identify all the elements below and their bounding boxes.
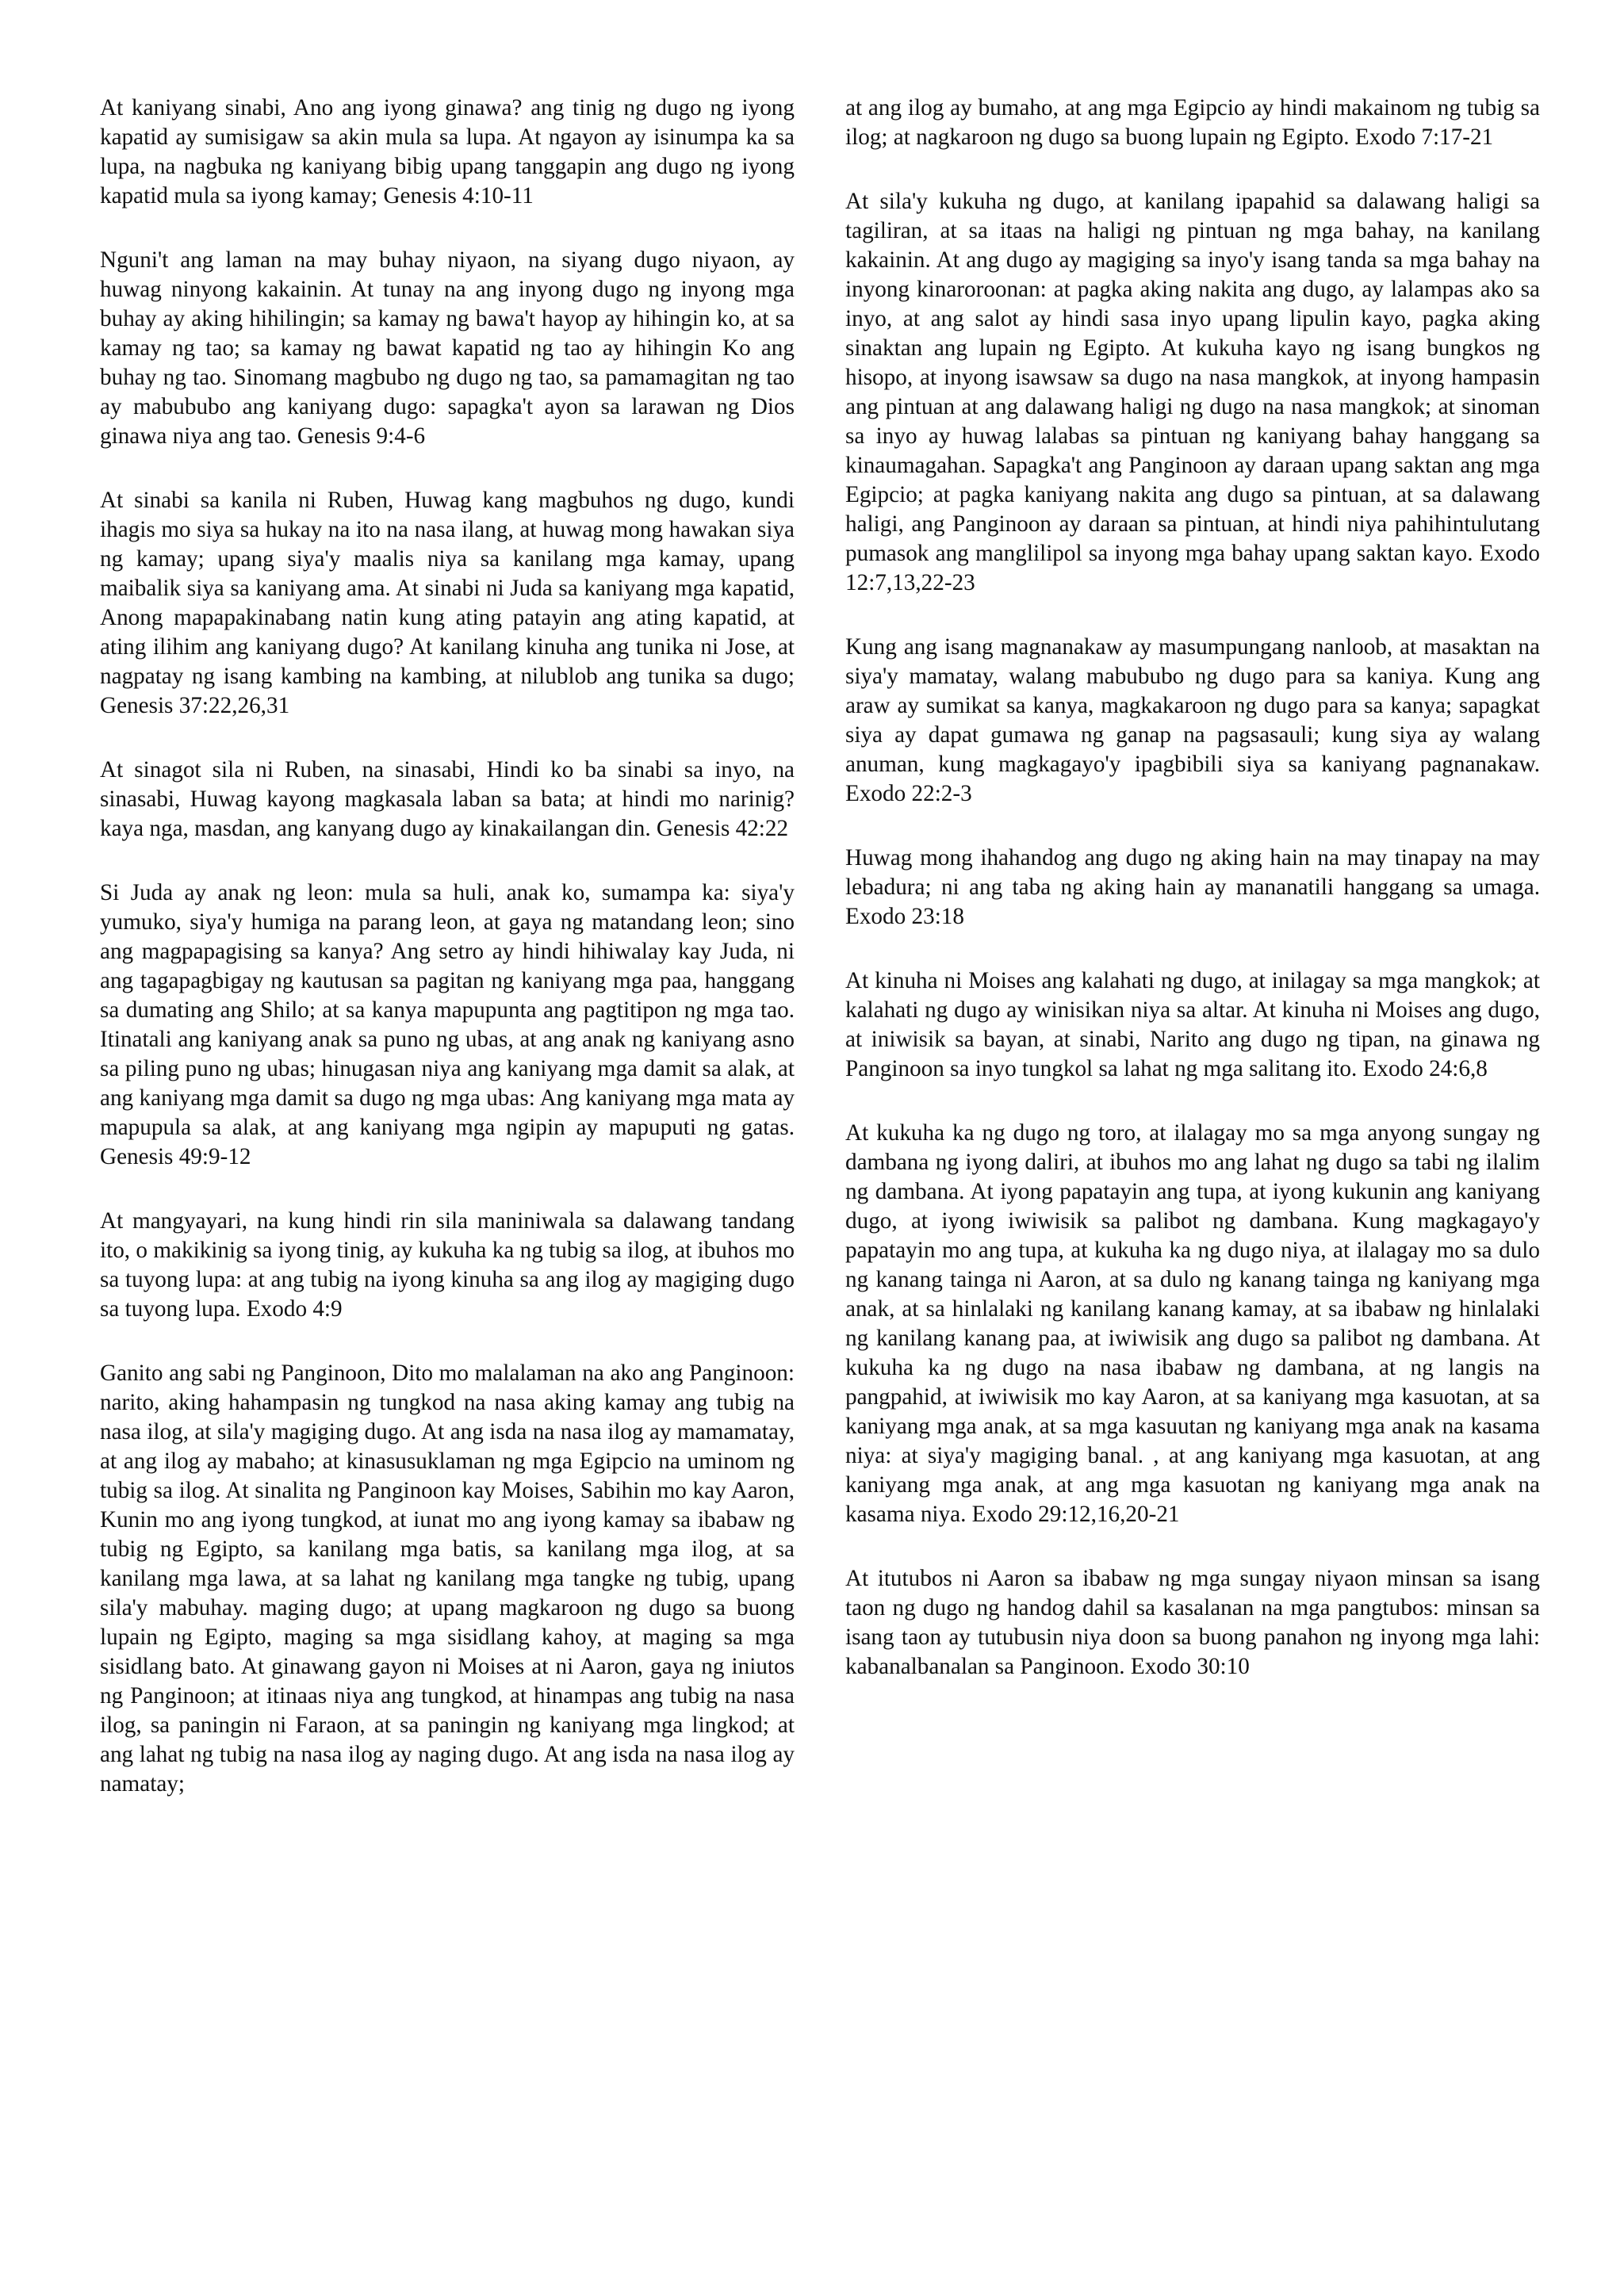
verse-paragraph: At kukuha ka ng dugo ng toro, at ilalagay mo sa mga anyong sungay ng dambana ng iyong daliri, at ibuhos mo ang lahat ng dugo sa tabi ng ilalim ng dambana. At iyong papatayin ang tupa, at iyong kukunin ang kaniyang dugo, at iyong iwiwisik sa palibot ng dambana. Kung magkagayo'y papatayin mo ang tupa, at kukuha ka ng dugo niya, at ilalagay mo sa dulo ng kanang tainga ni Aaron, at sa dulo ng kanang tainga ng kaniyang mga anak, at sa hinlalaki ng kanilang kanang kamay, at sa ibabaw ng hinlalaki ng kanilang kanang paa, at iwiwisik ang dugo sa palibot ng dambana. At kukuha ka ng dugo na nasa ibabaw ng dambana, at ng langis na pangpahid, at iwiwisik mo kay Aaron, at sa kaniyang mga kasuotan, at sa kaniyang mga anak, at sa mga kasuutan ng kaniyang mga anak na kasama niya: at siya'y magiging banal. , at ang kaniyang mga kasuotan, at ang kaniyang mga anak, at ang mga kasuotan ng kaniyang mga anak na kasama niya. Exodo 29:12,16,20-21 <box>845 1120 1540 1527</box>
verse-paragraph: Ganito ang sabi ng Panginoon, Dito mo malalaman na ako ang Panginoon: narito, aking hahampasin ng tungkod na nasa aking kamay ang tubig na nasa ilog, at sila'y magiging dugo. At ang isda na nasa ilog ay mamamatay, at ang ilog ay mabaho; at kinasusuklaman ng mga Egipcio na uminom ng tubig sa ilog. At sinalita ng Panginoon kay Moises, Sabihin mo kay Aaron, Kunin mo ang iyong tungkod, at iunat mo ang iyong kamay sa ibabaw ng tubig ng Egipto, sa kanilang mga batis, sa kanilang mga ilog, at sa kanilang mga lawa, at sa lahat ng kanilang mga tangke ng tubig, upang sila'y mabuhay. maging dugo; at upang magkaroon ng dugo sa buong lupain ng Egipto, maging sa mga sisidlang kahoy, at maging sa mga sisidlang bato. At ginawang gayon ni Moises at ni Aaron, gaya ng iniutos ng Panginoon; at itinaas niya ang tungkod, at hinampas ang tubig na nasa ilog, sa paningin ni Faraon, at sa paningin ng kaniyang mga lingkod; at ang lahat ng tubig na nasa ilog ay naging dugo. At ang isda na nasa ilog ay namatay; <box>100 1360 795 1797</box>
right-column <box>845 94 1540 1716</box>
document-page <box>100 94 1540 2234</box>
verse-paragraph: Kung ang isang magnanakaw ay masumpungang nanloob, at masaktan na siya'y mamatay, walang mabububo ng dugo para sa kaniya. Kung ang araw ay sumikat sa kanya, magkakaroon ng dugo para sa kanya; sapagkat siya ay dapat gumawa ng ganap na pagsasauli; kung siya ay walang anuman, kung magkagayo'y ipagbibili siya sa kaniyang pagnanakaw. Exodo 22:2-3 <box>845 634 1540 806</box>
verse-paragraph: at ang ilog ay bumaho, at ang mga Egipcio ay hindi makainom ng tubig sa ilog; at nagkaroon ng dugo sa buong lupain ng Egipto. Exodo 7:17-21 <box>845 95 1540 150</box>
left-column <box>100 94 795 1834</box>
verse-paragraph: Si Juda ay anak ng leon: mula sa huli, anak ko, sumampa ka: siya'y yumuko, siya'y humiga na parang leon, at gaya ng matandang leon; sino ang magpapagising sa kanya? Ang setro ay hindi hihiwalay kay Juda, ni ang tagapagbigay ng kautusan sa pagitan ng kaniyang mga paa, hanggang sa dumating ang Shilo; at sa kanya mapupunta ang pagtitipon ng mga tao. Itinatali ang kaniyang anak sa puno ng ubas, at ang anak ng kaniyang asno sa piling puno ng ubas; hinugasan niya ang kaniyang mga damit sa alak, at ang kaniyang mga damit sa dugo ng mga ubas: Ang kaniyang mga mata ay mapupula sa alak, at ang kaniyang mga ngipin ay mapuputi ng gatas. Genesis 49:9-12 <box>100 880 795 1169</box>
verse-paragraph: At sinabi sa kanila ni Ruben, Huwag kang magbuhos ng dugo, kundi ihagis mo siya sa hukay na ito na nasa ilang, at huwag mong hawakan siya ng kamay; upang siya'y maalis niya sa kanilang mga kamay, upang maibalik siya sa kaniyang ama. At sinabi ni Juda sa kaniyang mga kapatid, Anong mapapakinabang natin kung ating patayin ang ating kapatid, at ating ilihim ang kaniyang dugo? At kanilang kinuha ang tunika ni Jose, at nagpatay ng isang kambing na kambing, at nilublob ang tunika sa dugo; Genesis 37:22,26,31 <box>100 488 795 718</box>
verse-paragraph: Nguni't ang laman na may buhay niyaon, na siyang dugo niyaon, ay huwag ninyong kakainin. At tunay na ang inyong dugo ng inyong mga buhay ay aking hihilingin; sa kamay ng bawa't hayop ay hihingin ko, at sa kamay ng tao; sa kamay ng bawat kapatid ng tao ay hihingin Ko ang buhay ng tao. Sinomang magbubo ng dugo ng tao, sa pamamagitan ng tao ay mabububo ang kaniyang dugo: sapagka't ayon sa larawan ng Dios ginawa niya ang tao. Genesis 9:4-6 <box>100 247 795 449</box>
verse-paragraph: At kaniyang sinabi, Ano ang iyong ginawa? ang tinig ng dugo ng iyong kapatid ay sumisigaw sa akin mula sa lupa. At ngayon ay isinumpa ka sa lupa, na nagbuka ng kaniyang bibig upang tanggapin ang dugo ng iyong kapatid mula sa iyong kamay; Genesis 4:10-11 <box>100 95 795 209</box>
verse-paragraph: At sinagot sila ni Ruben, na sinasabi, Hindi ko ba sinabi sa inyo, na sinasabi, Huwag kayong magkasala laban sa bata; at hindi mo narinig? kaya nga, masdan, ang kanyang dugo ay kinakailangan din. Genesis 42:22 <box>100 757 795 841</box>
verse-paragraph: At sila'y kukuha ng dugo, at kanilang ipapahid sa dalawang haligi sa tagiliran, at sa itaas na haligi ng pintuan ng mga bahay, na kanilang kakainin. At ang dugo ay magiging sa inyo'y isang tanda sa mga bahay na inyong kinaroroonan: at pagka aking nakita ang dugo, ay lalampas ako sa inyo, at ang salot ay hindi sasa inyo upang lipulin kayo, pagka aking sinaktan ang lupain ng Egipto. At kukuha kayo ng isang bungkos ng hisopo, at inyong isawsaw sa dugo na nasa mangkok, at inyong hampasin ang pintuan at ang dalawang haligi ng dugo na nasa mangkok; at sinoman sa inyo ay huwag lalabas sa pintuan ng kaniyang bahay hanggang sa kinaumagahan. Sapagka't ang Panginoon ay daraan upang saktan ang mga Egipcio; at pagka kaniyang nakita ang dugo sa pintuan, at sa dalawang haligi, ang Panginoon ay daraan sa pintuan, at hindi niya pahihintulutang pumasok ang manglilipol sa inyong mga bahay upang saktan kayo. Exodo 12:7,13,22-23 <box>845 189 1540 595</box>
verse-paragraph: At mangyayari, na kung hindi rin sila maniniwala sa dalawang tandang ito, o makikinig sa iyong tinig, ay kukuha ka ng tubig sa ilog, at ibuhos mo sa tuyong lupa: at ang tubig na iyong kinuha sa ang ilog ay magiging dugo sa tuyong lupa. Exodo 4:9 <box>100 1208 795 1322</box>
verse-paragraph: At kinuha ni Moises ang kalahati ng dugo, at inilagay sa mga mangkok; at kalahati ng dugo ay winisikan niya sa altar. At kinuha ni Moises ang dugo, at iniwisik sa bayan, at sinabi, Narito ang dugo ng tipan, na ginawa ng Panginoon sa inyo tungkol sa lahat ng mga salitang ito. Exodo 24:6,8 <box>845 968 1540 1081</box>
verse-paragraph: Huwag mong ihahandog ang dugo ng aking hain na may tinapay na may lebadura; ni ang taba ng aking hain ay mananatili hanggang sa umaga. Exodo 23:18 <box>845 845 1540 929</box>
verse-paragraph: At itutubos ni Aaron sa ibabaw ng mga sungay niyaon minsan sa isang taon ng dugo ng handog dahil sa kasalanan na mga pangtubos: minsan sa isang taon ay tutubusin niya doon sa buong panahon ng inyong mga lahi: kabanalbanalan sa Panginoon. Exodo 30:10 <box>845 1566 1540 1679</box>
